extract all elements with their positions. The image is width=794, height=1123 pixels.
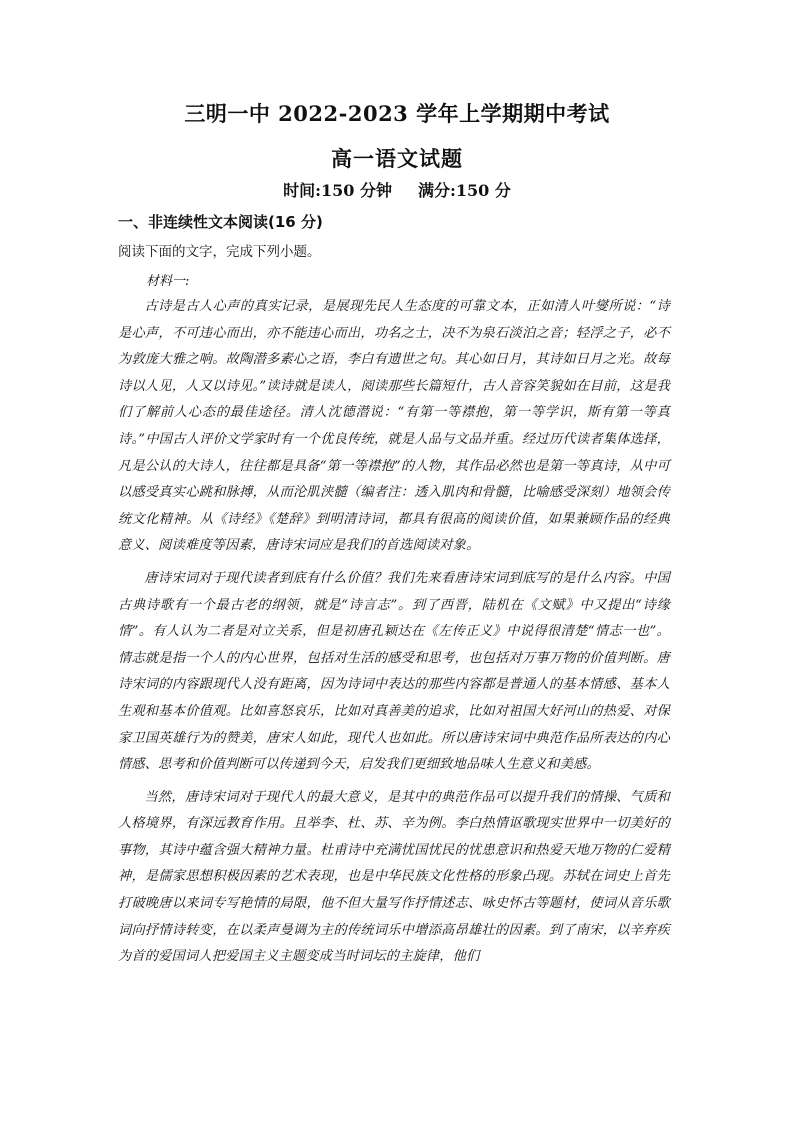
reading-passage (118, 294, 670, 971)
section-heading: 一、非连续性文本阅读(16 分) (118, 213, 323, 231)
exam-time: 时间:150 分钟 (283, 181, 392, 200)
passage-paragraph: 唐诗宋词对于现代读者到底有什么价值？我们先来看唐诗宋词到底写的是什么内容。中国古典诗歌有一个最古老的纲领，就是“诗言志”。到了西晋，陆机在《文赋》中又提出“诗缘情”。有人认为二者是对立关系，但是初唐孔颖达在《左传正义》中说得很清楚“情志一也”。情志就是指一个人的内心世界，包括对生活的感受和思考，也包括对万事万物的价值判断。唐诗宋词的内容跟现代人没有距离，因为诗词中表达的那些内容都是普通人的基本情感、基本人生观和基本价值观。比如喜怒哀乐，比如对真善美的追求，比如对祖国大好河山的热爱、对保家卫国英雄行为的赞美，唐宋人如此，现代人也如此。所以唐诗宋词中典范作品所表达的内心情感、思考和价值判断可以传递到今天，启发我们更细致地品味人生意义和美感。 (118, 570, 671, 773)
material-label: 材料一: (146, 274, 190, 289)
exam-title: 三明一中 2022-2023 学年上学期期中考试 (184, 101, 610, 126)
exam-meta (0, 178, 794, 201)
section-instruction: 阅读下面的文字，完成下列小题。 (118, 244, 321, 260)
exam-score: 满分:150 分 (418, 181, 511, 200)
passage-paragraph: 当然，唐诗宋词对于现代人的最大意义，是其中的典范作品可以提升我们的情操、气质和人格境界，有深远教育作用。且举李、杜、苏、辛为例。李白热情讴歌现实世界中一切美好的事物，其诗中蕴含强大精神力量。杜甫诗中充满忧国忧民的忧患意识和热爱天地万物的仁爱精神，是儒家思想积极因素的艺术表现，也是中华民族文化性格的形象凸现。苏轼在词史上首先打破晚唐以来词专写艳情的局限，他不但大量写作抒情述志、咏史怀古等题材，使词从音乐歌词向抒情诗转变，在以柔声曼调为主的传统词乐中增添高昂雄壮的因素。到了南宋，以辛弃疾为首的爱国词人把爱国主义主题变成当时词坛的主旋律，他们 (118, 789, 670, 965)
exam-subtitle: 高一语文试题 (331, 146, 463, 171)
passage-paragraph: 古诗是古人心声的真实记录，是展现先民人生态度的可靠文本，正如清人叶燮所说：“诗是心声，不可违心而出，亦不能违心而出，功名之士，决不为泉石淡泊之音；轻浮之子，必不为敦庞大雅之响。故陶潜多素心之语，李白有遗世之句。其心如日月，其诗如日月之光。故每诗以人见，人又以诗见。”读诗就是读人，阅读那些长篇短什，古人音容笑貌如在目前，这是我们了解前人心态的最佳途径。清人沈德潜说：“有第一等襟抱，第一等学识，斯有第一等真诗。”中国古人评价文学家时有一个优良传统，就是人品与文品并重。经过历代读者集体选择，凡是公认的大诗人，往往都是具备“第一等襟抱”的人物，其作品必然也是第一等真诗，从中可以感受真实心跳和脉搏，从而沦肌浃髓（编者注：透入肌肉和骨髓，比喻感受深刻）地领会传统文化精神。从《诗经》《楚辞》到明清诗词，都具有很高的阅读价值，如果兼顾作品的经典意义、阅读难度等因素，唐诗宋词应是我们的首选阅读对象。 (118, 299, 670, 554)
